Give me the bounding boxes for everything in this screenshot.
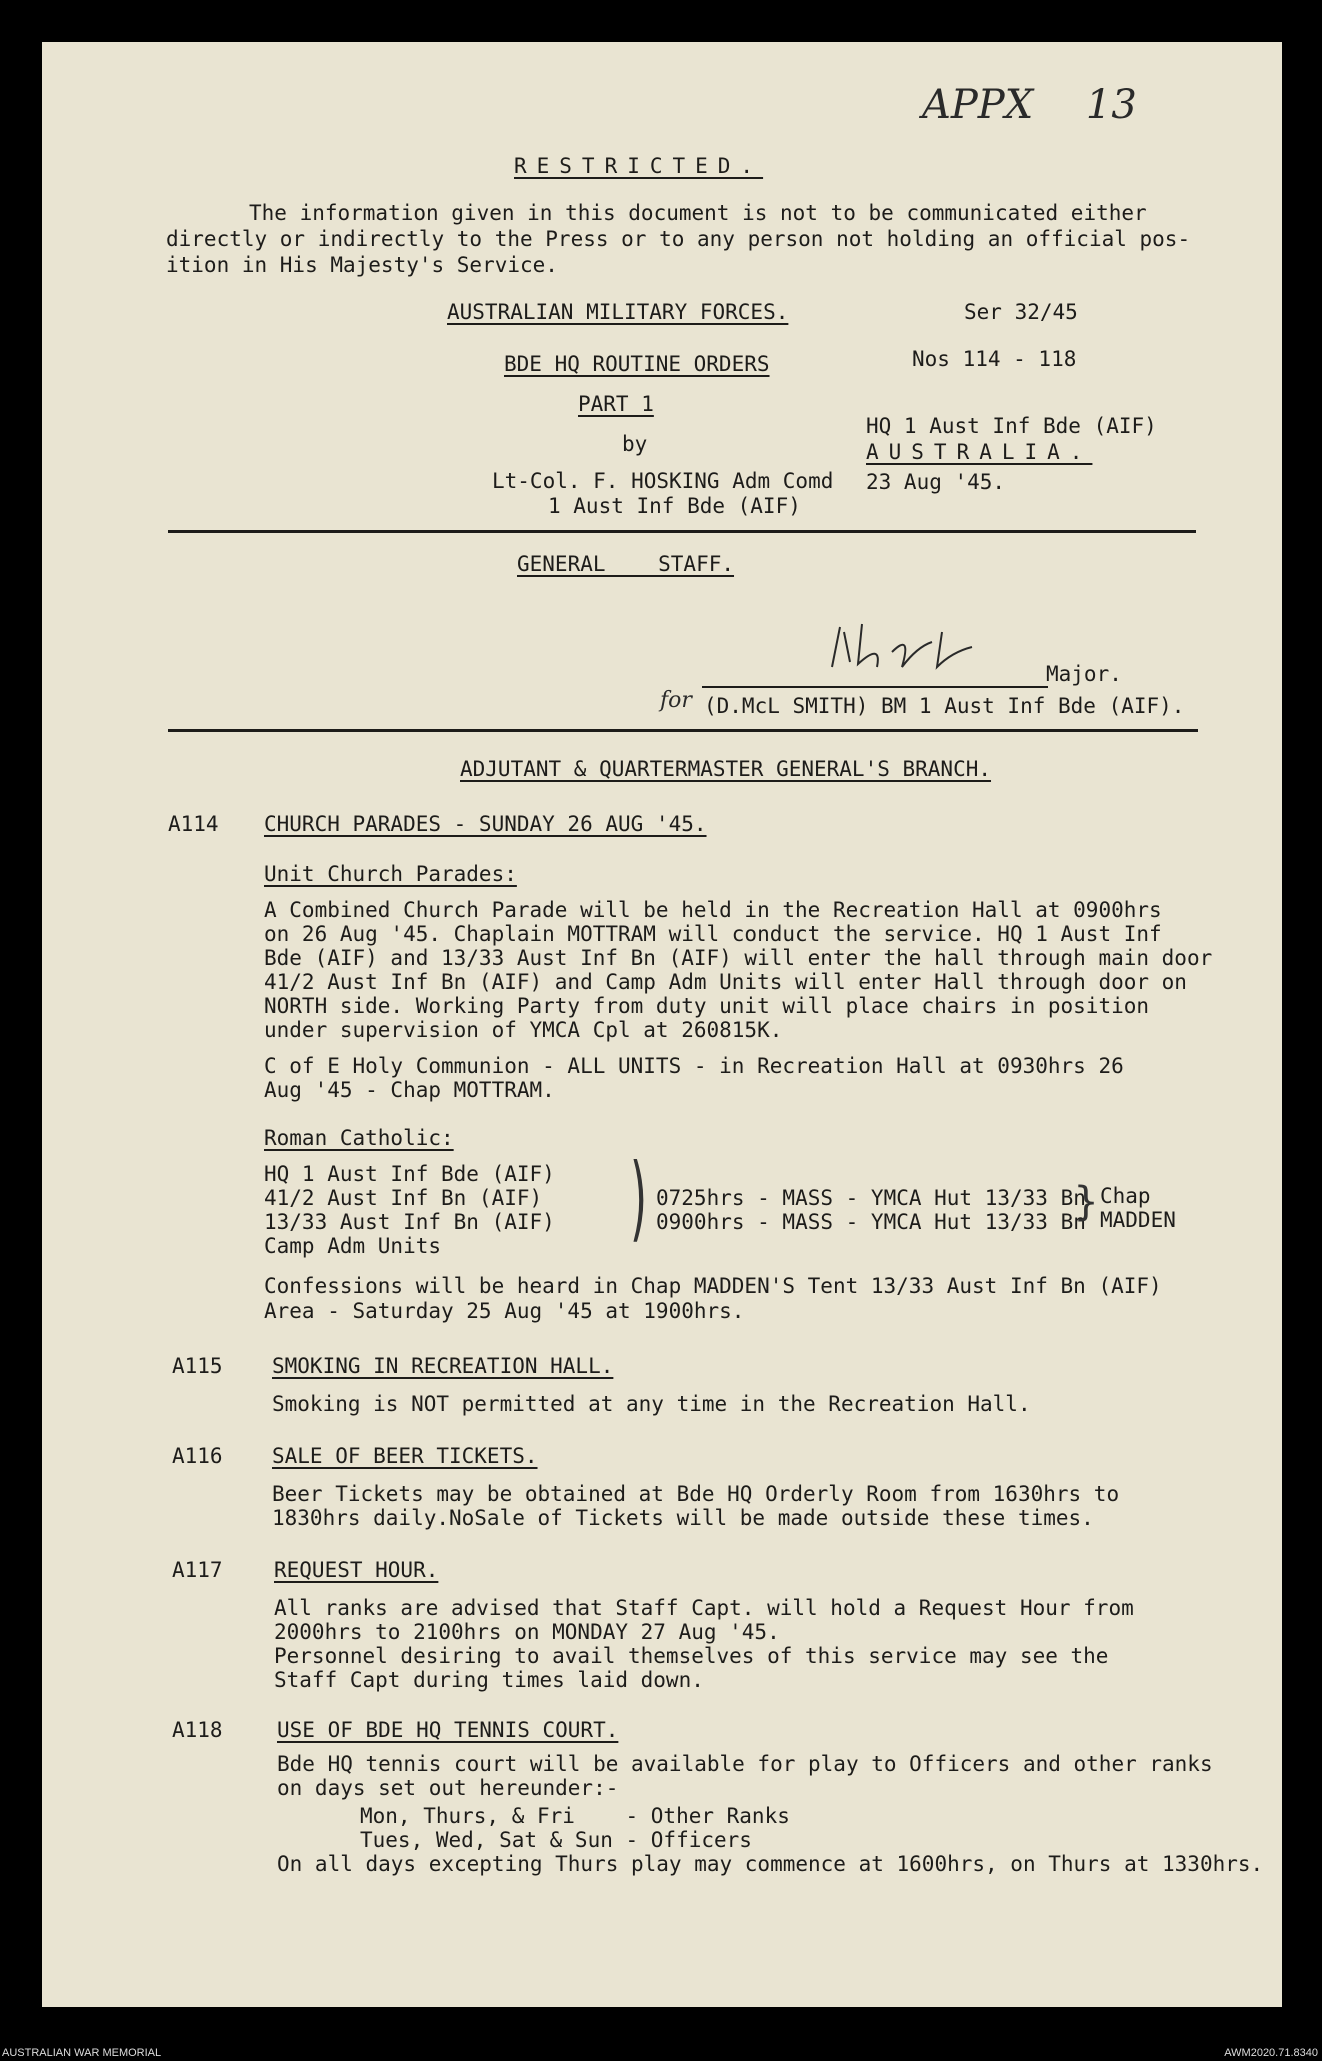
signature-scrawl	[822, 612, 982, 686]
signature-rank: Major.	[1046, 662, 1122, 686]
a118-closing-line: On all days excepting Thurs play may commence at 1600hrs, on Thurs at 1330hrs.	[277, 1852, 1264, 1876]
order-title-a115: SMOKING IN RECREATION HALL.	[272, 1354, 614, 1378]
rc-brace-right: }	[1074, 1179, 1099, 1225]
order-title-a117: REQUEST HOUR.	[274, 1558, 439, 1582]
a116-body-line-2: 1830hrs daily.NoSale of Tickets will be made outside these times.	[272, 1506, 1094, 1530]
a115-body-line-1: Smoking is NOT permitted at any time in the Recreation Hall.	[272, 1392, 1031, 1416]
country-line: AUSTRALIA.	[866, 440, 1093, 464]
order-number-a118: A118	[172, 1718, 223, 1742]
a114-body1-line-5: NORTH side. Working Party from duty unit will place chairs in position	[264, 994, 1150, 1018]
a114-body1-line-2: on 26 Aug '45. Chaplain MOTTRAM will conduct the service. HQ 1 Aust Inf	[264, 922, 1162, 946]
document-page	[42, 42, 1282, 2007]
part-heading: PART 1	[578, 392, 654, 416]
order-title-a118: USE OF BDE HQ TENNIS COURT.	[277, 1718, 619, 1742]
hq-line: HQ 1 Aust Inf Bde (AIF)	[866, 414, 1157, 438]
divider-bottom	[168, 729, 1198, 732]
a118-body-line-2: on days set out hereunder:-	[277, 1776, 619, 1800]
rc-unit-2: 41/2 Aust Inf Bn (AIF)	[264, 1186, 543, 1210]
a118-body-line-1: Bde HQ tennis court will be available for play to Officers and other ranks	[277, 1752, 1213, 1776]
footer-right: AWM2020.71.8340	[1224, 2047, 1318, 2059]
order-number-a117: A117	[172, 1558, 223, 1582]
a117-body-line-2: 2000hrs to 2100hrs on MONDAY 27 Aug '45.	[274, 1620, 780, 1644]
issue-date: 23 Aug '45.	[866, 470, 1006, 494]
signature-name: (D.McL SMITH) BM 1 Aust Inf Bde (AIF).	[704, 694, 1185, 718]
order-number-a114: A114	[168, 812, 219, 836]
footer-left: AUSTRALIAN WAR MEMORIAL	[2, 2047, 162, 2059]
issuer-line-1: Lt-Col. F. HOSKING Adm Comd	[492, 469, 834, 493]
a117-body-line-4: Staff Capt during times laid down.	[274, 1668, 704, 1692]
a118-schedule-line-1: Mon, Thurs, & Fri - Other Ranks	[360, 1804, 790, 1828]
signature-for-mark: for	[660, 688, 692, 713]
divider-top	[168, 530, 1196, 533]
rc-unit-3: 13/33 Aust Inf Bn (AIF)	[264, 1210, 555, 1234]
rc-chaplain-line-1: Chap	[1100, 1184, 1151, 1208]
order-number-a115: A115	[172, 1354, 223, 1378]
rc-mass-1: 0725hrs - MASS - YMCA Hut 13/33 Bn	[656, 1186, 1086, 1210]
restricted-heading: RESTRICTED.	[514, 154, 764, 178]
order-numbers: Nos 114 - 118	[912, 347, 1077, 371]
branch-heading: ADJUTANT & QUARTERMASTER GENERAL'S BRANCH.	[460, 757, 992, 781]
notice-line-1: The information given in this document is not to be communicated either	[249, 201, 1147, 225]
a114-body1-line-4: 41/2 Aust Inf Bn (AIF) and Camp Adm Units will enter Hall through door on	[264, 970, 1187, 994]
notice-line-3: ition in His Majesty's Service.	[166, 253, 558, 277]
order-title-a114: CHURCH PARADES - SUNDAY 26 AUG '45.	[264, 812, 707, 836]
appendix-number: 13	[1085, 82, 1137, 128]
issuer-line-2: 1 Aust Inf Bde (AIF)	[548, 494, 801, 518]
roman-catholic-heading: Roman Catholic:	[264, 1126, 454, 1150]
a114-body1-line-3: Bde (AIF) and 13/33 Aust Inf Bn (AIF) will enter the hall through main door	[264, 946, 1213, 970]
a118-schedule-line-2: Tues, Wed, Sat & Sun - Officers	[360, 1828, 752, 1852]
forces-heading: AUSTRALIAN MILITARY FORCES.	[447, 300, 789, 324]
notice-line-2: directly or indirectly to the Press or to any person not holding an official pos-	[166, 227, 1191, 251]
a117-body-line-1: All ranks are advised that Staff Capt. will hold a Request Hour from	[274, 1596, 1134, 1620]
a114-body1-line-6: under supervision of YMCA Cpl at 260815K.	[264, 1018, 783, 1042]
confessions-line-1: Confessions will be heard in Chap MADDEN'S Tent 13/33 Aust Inf Bn (AIF)	[264, 1274, 1162, 1298]
a117-body-line-3: Personnel desiring to avail themselves of this service may see the	[274, 1644, 1109, 1668]
order-number-a116: A116	[172, 1444, 223, 1468]
a114-body1-line-1: A Combined Church Parade will be held in the Recreation Hall at 0900hrs	[264, 898, 1162, 922]
by-text: by	[622, 432, 648, 456]
rc-unit-4: Camp Adm Units	[264, 1234, 442, 1258]
general-staff-heading: GENERAL STAFF.	[517, 552, 735, 576]
rc-brace-left: )	[626, 1145, 653, 1253]
signature-line	[702, 686, 1048, 688]
rc-unit-1: HQ 1 Aust Inf Bde (AIF)	[264, 1162, 555, 1186]
appendix-label: APPX	[922, 82, 1034, 128]
a116-body-line-1: Beer Tickets may be obtained at Bde HQ Orderly Room from 1630hrs to	[272, 1482, 1120, 1506]
rc-chaplain-line-2: MADDEN	[1100, 1208, 1176, 1232]
rc-mass-2: 0900hrs - MASS - YMCA Hut 13/33 Bn	[656, 1210, 1086, 1234]
a114-body2-line-2: Aug '45 - Chap MOTTRAM.	[264, 1078, 555, 1102]
serial-number: Ser 32/45	[964, 300, 1078, 324]
a114-body2-line-1: C of E Holy Communion - ALL UNITS - in Recreation Hall at 0930hrs 26	[264, 1054, 1124, 1078]
appendix-annotation	[922, 82, 1137, 128]
routine-orders-title: BDE HQ ROUTINE ORDERS	[504, 352, 770, 376]
unit-church-heading: Unit Church Parades:	[264, 862, 517, 886]
confessions-line-2: Area - Saturday 25 Aug '45 at 1900hrs.	[264, 1299, 745, 1323]
order-title-a116: SALE OF BEER TICKETS.	[272, 1444, 538, 1468]
